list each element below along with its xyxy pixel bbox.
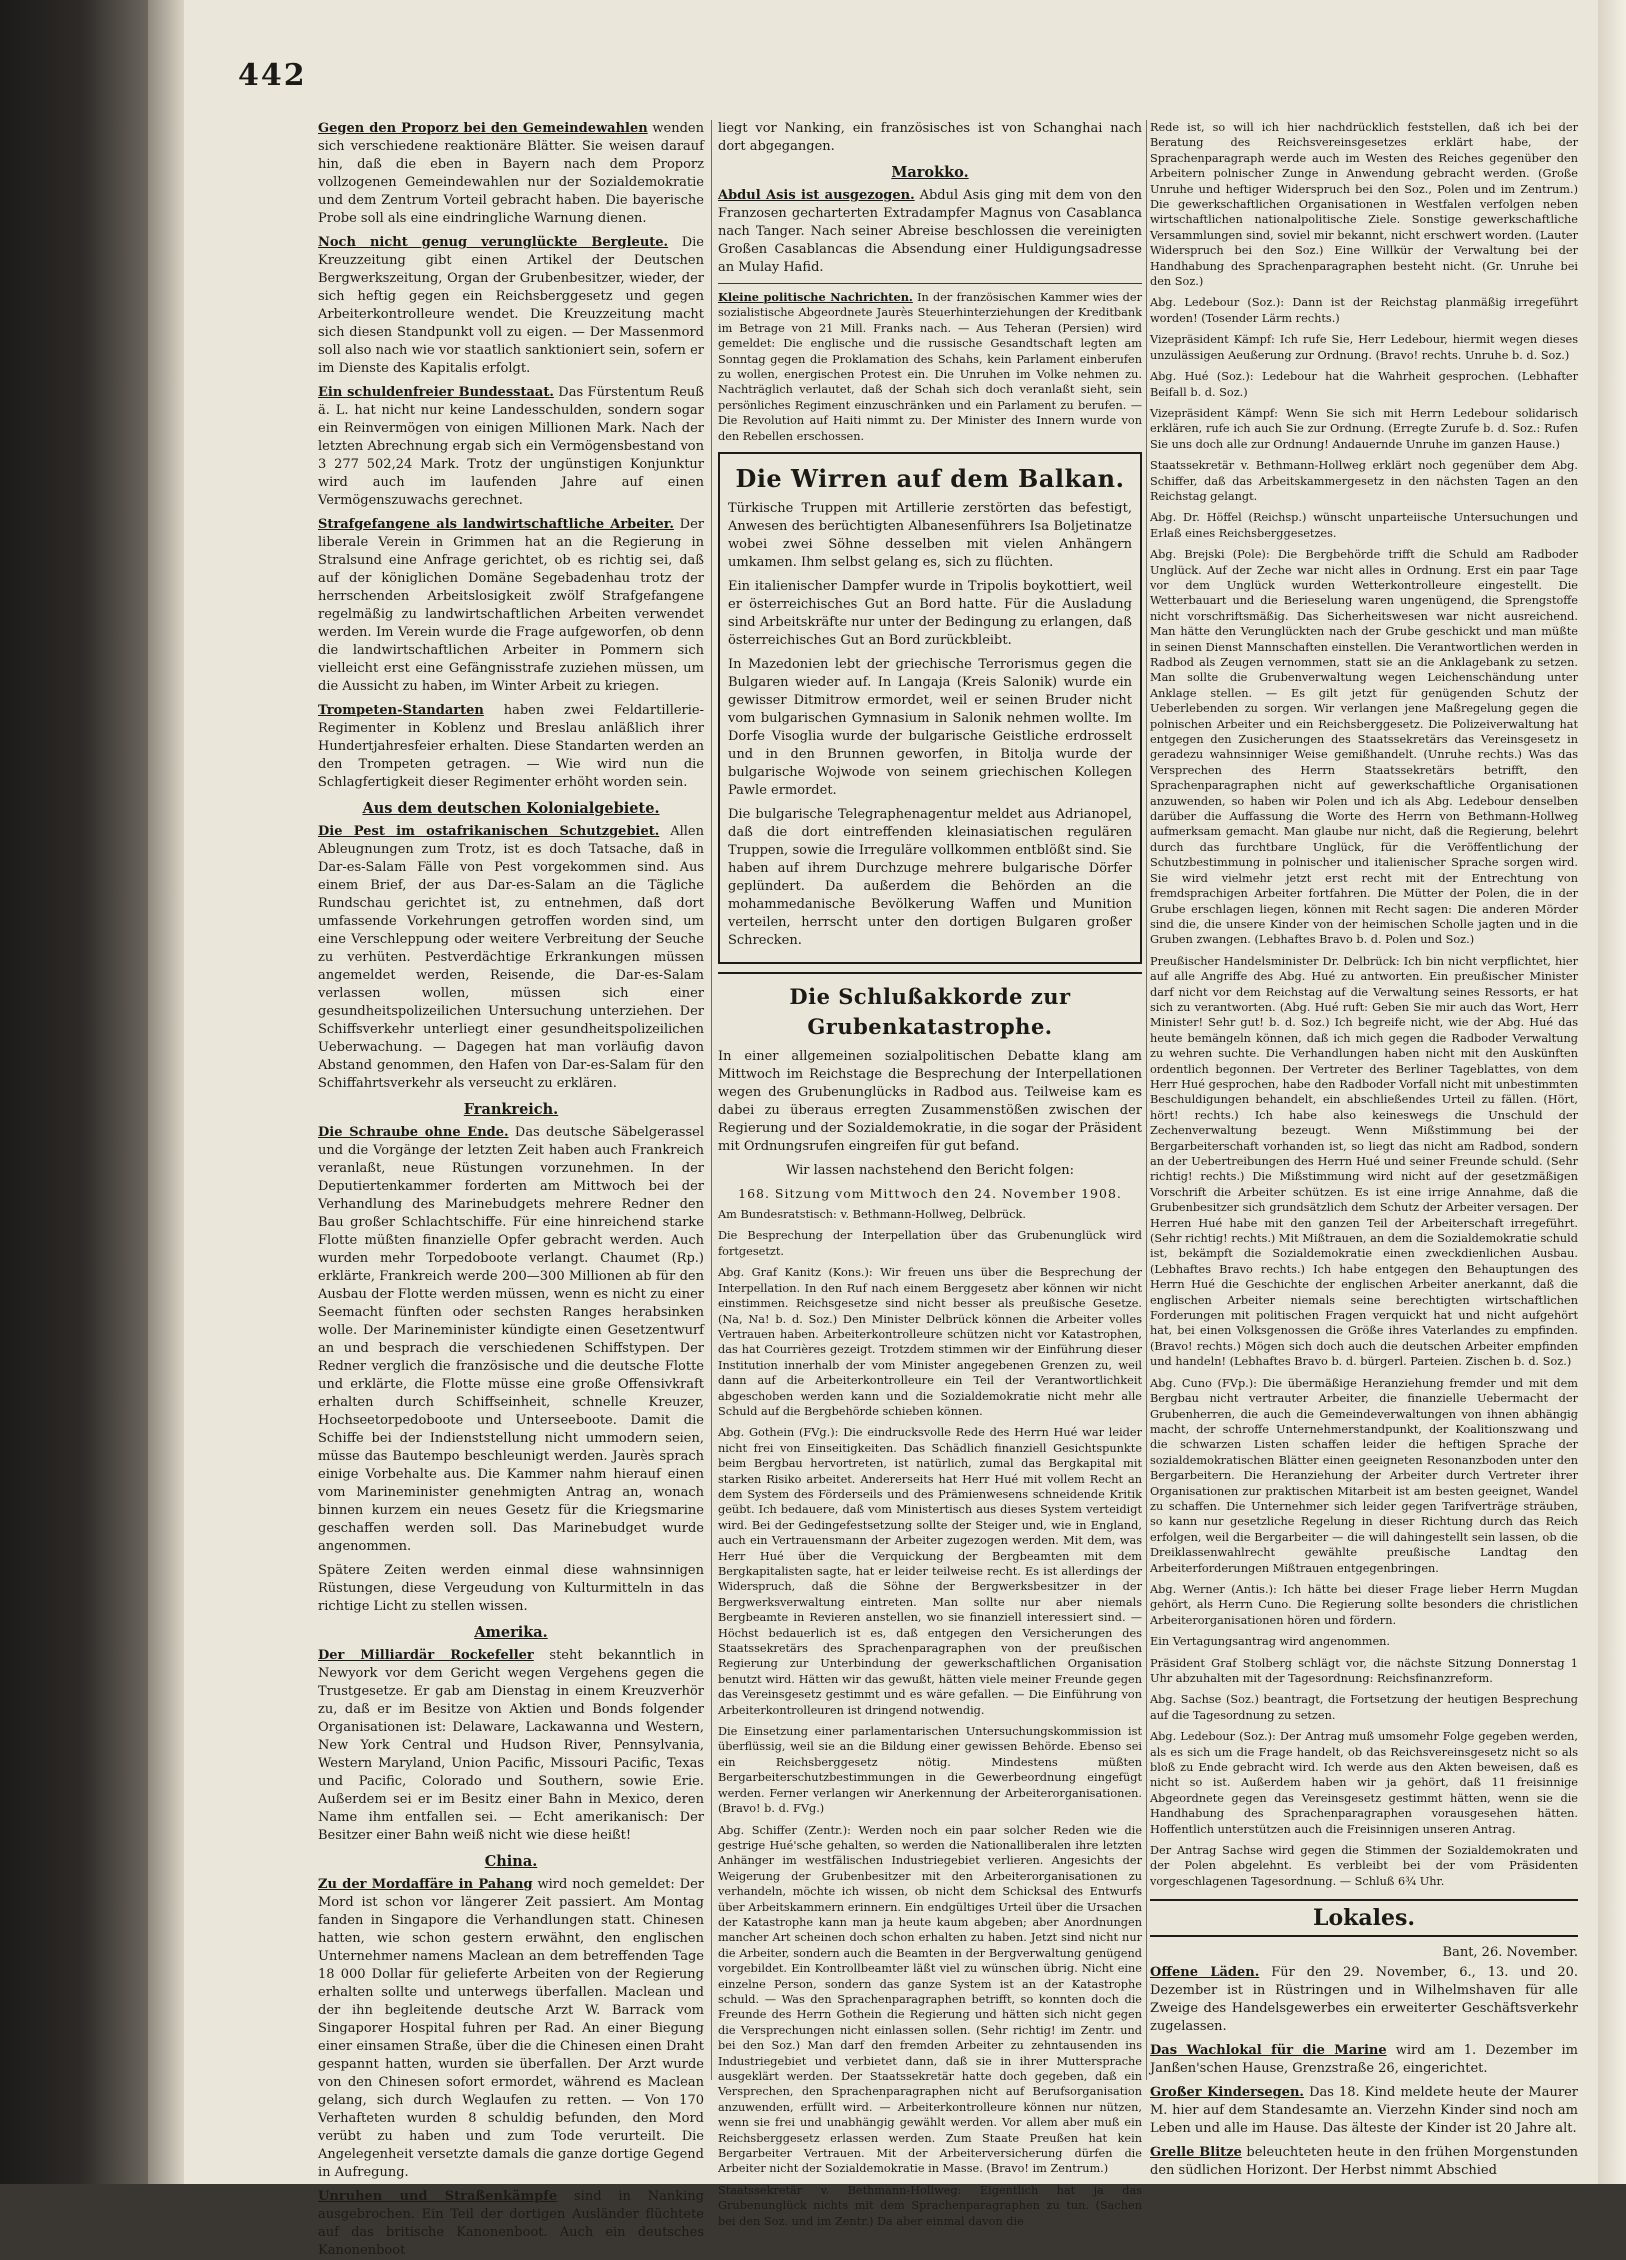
- article-text: wird noch gemeldet: Der Mord ist schon vor längerer Zeit passiert. Am Montag fanden in Singapore die Verhandlungen statt. Chinesen hatten, wie schon gestern erwähnt, den englischen Unternehmer namens Maclean an dem betreffenden Tage 18 000 Dollar für gelieferte Arbeiten von der Regierung erhalten sollte und unterwegs überfallen. Maclean und der ihn begleitende deutsche Arzt W. Barrack vom Singaporer Hospital fuhren per Rad. An einer Biegung einer einsamen Straße, über die die Chinesen einen Draht gespannt hatten, wurden sie überfallen. Der Arzt wurde von den Chinesen sofort ermordet, während es Maclean gelang, sich durch Weglaufen zu retten. — Von 170 Verhafteten wurden 8 schuldig befunden, den Mord verübt zu haben und zum Tode verurteilt. Die Angelegenheit versetzte damals die ganze dortige Gegend in Aufregung.: [318, 1877, 704, 2180]
- article: [318, 823, 704, 1093]
- page-edge: [1598, 0, 1626, 2184]
- article-text: In der französischen Kammer wies der sozialistische Abgeordnete Jaurès Steuerhinterziehungen der Kreditbank im Betrage von 21 Mill. Franks nach. — Aus Teheran (Persien) wird gemeldet: Die englische und die russische Gesandtschaft legten am Sonntag gegen die Proklamation des Schahs, kein Parlament einberufen zu wollen, energischen Protest ein. Die Unruhen im Volke nehmen zu. Nachträglich verlautet, daß der Schah sich doch veranlaßt sieht, sein persönliches Regiment einzuschränken und ein Parlament zu berufen. — Die Revolution auf Haiti nimmt zu. Der Minister des Innern wurde von den Rebellen erschossen.: [718, 291, 1142, 443]
- article-text: Türkische Truppen mit Artillerie zerstörten das befestigt, Anwesen des berüchtigten Albanesenführers Isa Boljetinatze wobei zwei Söhne desselben mit vielen Anhängern umkamen. Ihm selbst gelang es, sich zu flüchten.: [728, 501, 1132, 571]
- article: [318, 234, 704, 378]
- section-heading-lokales: Lokales.: [1150, 1899, 1578, 1937]
- article-text: Rede ist, so will ich hier nachdrücklich feststellen, daß ich bei der Beratung des Reichsvereinsgesetzes erklärt habe, der Sprachenparagraph werde auch im Westen des Reiches gegenüber den Arbeitern polnischer Zunge in Anwendung gebracht werden. (Große Unruhe und heftiger Widerspruch bei den Soz., Polen und im Zentrum.) Die gewerkschaftlichen Organisationen in Westfalen verfolgen neben wirtschaftlichen nationalpolitische Ziele. Sonstige gewerkschaftliche Versammlungen sind, soviel mir bekannt, nicht erschwert worden. (Lauter Widerspruch bei den Soz.) Eine Willkür der Verwaltung bei der Handhabung des Sprachenparagraphen besteht nicht. (Gr. Unruhe bei den Soz.): [1150, 121, 1578, 289]
- article-headline: Strafgefangene als landwirtschaftliche Arbeiter.: [318, 517, 674, 532]
- article-text: Preußischer Handelsminister Dr. Delbrück: Ich bin nicht verpflichtet, hier auf alle Angriffe des Abg. Hué zu antworten. Ein preußischer Minister darf nicht vor dem Reichstag auf die Verwaltung seines Ressorts, er hat sich zu verantworten. (Abg. Hué ruft: Geben Sie mir auch das Wort, Herr Minister! Sehr gut! b. d. Soz.) Ich begreife nicht, wie der Abg. Hué das heute bemängeln können, daß ich mich gegen die Radboder Verwaltung zu wehren suchte. Die Verhandlungen haben nicht mit den Auskünften ordentlich begonnen. Der Vertreter des Berliner Tageblattes, von dem Herr Hué gesprochen, habe den Radboder Vorfall nicht mit unbestimmten Beschuldigungen behandelt, ein abschließendes Urteil zu fällen. (Hört, hört! rechts.) Ich habe also keineswegs die Unschuld der Zechenverwaltung bezeugt. Wenn Mißstimmung bei der Bergarbeiterschaft vorhanden ist, so liegt das nicht am Radbod, sondern an der Uebertreibungen des Herrn Hué und seiner Freunde schuld. (Sehr richtig! rechts.) Die Mißstimmung wird nicht auf der gesetzmäßigen Vorschrift die Arbeiter schützen. Es ist eine irrige Annahme, daß die Grubenbesitzer sich grundsätzlich dem Schutz der Arbeiter versagen. Der Herren Hué habe mit den ganzen Teil der Arbeiterschaft irregeführt. (Sehr richtig! rechts.) Mit Mißtrauen, an dem die Sozialdemokratie schuld ist, bekämpft die Sozialdemokratie einen zweckdienlichen Ausbau. (Lebhaftes Bravo rechts.) Ich habe entgegen den Behauptungen des Herrn Hué die Geschichte der englischen Arbeiter anerkannt, daß die englischen Arbeiter niemals seine berechtigten wirtschaftlichen Forderungen mit politischen Fragen verquickt hat und nicht aufgehört hat, bei einen Volksgenossen die Größe ihres Vaterlandes zu empfinden. (Bravo! rechts.) Mögen sich doch auch die deutschen Arbeiter empfinden und handeln! (Lebhaftes Bravo b. d. bürgerl. Parteien. Zischen b. d. Soz.): [1150, 954, 1578, 1369]
- page-number: 442: [238, 58, 307, 93]
- article: [318, 2188, 704, 2260]
- article-text: Staatssekretär v. Bethmann-Hollweg: Eigentlich hat ja das Grubenunglück nichts mit dem Sprachenparagraphen zu tun. (Sachen bei den Soz. und im Zentr.) Da aber einmal davon die: [718, 2183, 1142, 2228]
- article-text: wenden sich verschiedene reaktionäre Blätter. Sie weisen darauf hin, daß die eben in Bayern nach dem Proporz vollzogenen Gemeindewahlen nur der Sozialdemokratie und dem Zentrum Vorteil gebracht haben. Die bayerische Probe soll als eine eindringliche Warnung dienen.: [318, 121, 705, 226]
- column-rule: [711, 120, 712, 2080]
- article-text: Abg. Cuno (FVp.): Die übermäßige Heranziehung fremder und mit dem Bergbau nicht vertrauter Arbeiter, die finanzielle Uebermacht der Grubenherren, die auch die Gemeindeverwaltungen von ihnen abhängig macht, der schroffe Unternehmerstandpunkt, der Koalitionszwang und die schwarzen Listen schaffen leider die heftigen Sprache der sozialdemokratischen Blätter einen geeigneten Resonanzboden unter den Bergarbeitern. Die Heranziehung der Arbeiter durch Vertreter ihrer Organisationen zur praktischen Mitarbeit ist am besten geeignet, Wandel zu schaffen. Die Unternehmer sich leider gegen Tarifverträge sträuben, so kann nur gesetzliche Regelung in dieser Richtung durch das Reich erfolgen, weil die Bergarbeiter — die will dahingestellt sein lassen, ob die Dreiklassenwahlrecht gewählte preußische Landtag den Arbeiterforderungen Mißtrauen entgegenbringen.: [1150, 1376, 1578, 1575]
- article-text: Präsident Graf Stolberg schlägt vor, die nächste Sitzung Donnerstag 1 Uhr abzuhalten mit der Tagesordnung: Reichsfinanzreform.: [1150, 1656, 1578, 1685]
- article-text: Für den 29. November, 6., 13. und 20. Dezember ist in Rüstringen und in Wilhelmshaven für alle Zweige des Handelsgewerbes ein erweiterter Geschäftsverkehr zugelassen.: [1150, 1965, 1579, 2035]
- column-2: [718, 120, 1142, 2228]
- article-text: beleuchteten heute in den frühen Morgenstunden den südlichen Horizont. Der Herbst nimmt Abschied: [1150, 2145, 1579, 2179]
- article-text: sind in Nanking ausgebrochen. Ein Teil der dortigen Ausländer flüchtete auf das britische Kanonenboot. Auch ein deutsches Kanonenboot: [318, 2189, 704, 2258]
- article-text: Abg. Brejski (Pole): Die Bergbehörde trifft die Schuld am Radboder Unglück. Auf der Zeche war nicht alles in Ordnung. Erst ein paar Tage vor dem Unglück wurden Wetterkontrolleure eingestellt. Die Wetterbauart und die Berieselung waren ungenügend, die Sprengstoffe nicht vorschriftsmäßig. Das Sicherheitswesen war nicht ausreichend. Man hätte den Verunglückten nach der Grube geschickt und man müßte in seinen Dienst Mannschaften einstellen. Die Verantwortlichen werden in Radbod als Zeugen vernommen, statt sie an die Anklagebank zu setzen. Man sollte die Grubenverwaltung wegen Leichenschändung unter Anklage stellen. — Es gilt jetzt für genügenden Schutz der Ueberlebenden zu sorgen. Wir verlangen jene Maßregelung gegen die polnischen Arbeiter und ein Reichsberggesetz. Die Polizeiverwaltung hat entgegen den Zusicherungen des Staatssekretärs das Vereinsgesetz in geradezu wahnsinniger Weise gemißhandelt. (Unruhe rechts.) Was das Versprechen des Herrn Staatssekretärs betrifft, den Sprachenparagraphen nicht auf gewerkschaftliche Organisationen anzuwenden, so haben wir Polen und ich als Abg. Ledebour denselben darüber die Auffassung die Worte des Herrn von Bethmann-Hollweg aufmerksam gemacht. Man glaube nur nicht, daß die Regierung, belehrt durch das furchtbare Unglück, für die Veröffentlichung der Schutzbestimmung in polnischer und italienischer Sprache sorgen wird. Sie wird vielmehr jetzt erst recht mit der Entrechtung von fremdsprachigen Arbeiter fortfahren. Die Mütter der Polen, die in der Grube erschlagen liegen, können mit Recht sagen: Die anderen Mörder sind die, die unsere Kinder von der heimischen Scholle jagten und in die Gruben zwangen. (Lebhaftes Bravo b. d. Polen und Soz.): [1150, 548, 1578, 947]
- article-text: steht bekanntlich in Newyork vor dem Gericht wegen Vergehens gegen die Trustgesetze. Er gab am Dienstag in einem Kreuzverhör zu, daß er im Besitze von Aktien und Bonds folgender Organisationen ist: Delaware, Lackawanna und Western, New York Central und Hudson River, Pennsylvania, Western Maryland, Union Pacific, Missouri Pacific, Texas und Pacific, Colorado und Southern, sowie Erie. Außerdem sei er im Besitz einer Bahn in Mexico, deren Name ihm entfallen sei. — Echt amerikanisch: Der Besitzer einer Bahn weiß nicht wie diese heißt!: [318, 1648, 704, 1843]
- article-text: Ein Vertagungsantrag wird angenommen.: [1150, 1635, 1391, 1649]
- column-rule: [1146, 120, 1147, 2080]
- article-text: In Mazedonien lebt der griechische Terrorismus gegen die Bulgaren wieder auf. In Langaja (Kreis Salonik) wurde ein gewisser Ditmitrow ermordet, weil er seinen Bruder nicht vom bulgarischen Gymnasium in Salonik nehmen wollte. Im Dorfe Visoglia wurde der bulgarische Geistliche erdrosselt und in den Brunnen geworfen, in Bitolja wurde der bulgarische Wojwode von seinem griechischen Kollegen Pawle ermordet.: [728, 657, 1132, 799]
- article-text: Der liberale Verein in Grimmen hat an die Regierung in Stralsund eine Anfrage gerichtet, ob es richtig sei, daß auf der königlichen Domäne Segebadenhau trotz der herrschenden Arbeitslosigkeit zwölf Strafgefangene regelmäßig zu landwirtschaftlichen Arbeiten verwendet werden. Im Verein wurde die Frage aufgeworfen, ob denn die landwirtschaftlichen Arbeiter in Pommern sich vielleicht erst eine Gefängnisstrafe zuziehen müssen, um die Aussicht zu haben, im Winter Arbeit zu kriegen.: [318, 517, 704, 694]
- article-text: Abg. Hué (Soz.): Ledebour hat die Wahrheit gesprochen. (Lebhafter Beifall b. d. Soz.): [1150, 370, 1578, 399]
- article-headline: Unruhen und Straßenkämpfe: [318, 2189, 558, 2204]
- article: [318, 516, 704, 696]
- article-headline: Offene Läden.: [1150, 1965, 1260, 1981]
- column-3: [1150, 120, 1579, 2179]
- article-headline: Grelle Blitze: [1150, 2145, 1242, 2161]
- article-title: Die Wirren auf dem Balkan.: [735, 464, 1125, 494]
- article-headline: Abdul Asis ist ausgezogen.: [718, 188, 915, 203]
- article-headline: Das Wachlokal für die Marine: [1150, 2043, 1387, 2059]
- article-text: haben zwei Feldartillerie-Regimenter in Koblenz und Breslau anläßlich ihrer Hundertjahresfeier erhalten. Diese Standarten werden an den Trompeten getragen. — Wie wird nun die Schlagfertigkeit dieser Regimenter erhöht worden sein.: [318, 703, 704, 790]
- article: [718, 290, 1142, 444]
- article-headline: Zu der Mordaffäre in Pahang: [318, 1877, 533, 1892]
- section-heading: China.: [484, 1853, 538, 1870]
- balkan-article-box: [718, 452, 1142, 964]
- article-text: Wir lassen nachstehend den Bericht folgen:: [785, 1163, 1075, 1179]
- article-headline: Noch nicht genug verunglückte Bergleute.: [318, 235, 669, 250]
- article-text: Abg. Gothein (FVg.): Die eindrucksvolle Rede des Herrn Hué war leider nicht frei von Einseitigkeiten. Das Schädlich finanziell Gesichtspunkte beim Bergbau hervortreten, ist natürlich, zumal das Bergkapital mit starken Risiko arbeitet. Andererseits hat Herr Hué mit vollem Recht an dem System des Förderseils und des Prämienwesens schneidende Kritik geübt. Ich bedauere, daß vom Ministertisch aus dieses System verteidigt wird. Bei der Gedingefestsetzung sollte der Steiger und, wie in England, auch ein Vertrauensmann der Arbeiter zugezogen werden. Mit dem, was Herr Hué über die Verquickung der Bergbeamten mit dem Bergkapitalisten sagte, hat er leider teilweise recht. Es ist allerdings der Widerspruch, daß die Söhne der Bergwerksbesitzer in der Bergwerksverwaltung eintreten. Man sollte nur aber niemals Bergbeamte in Revieren anstellen, wo sie finanziell interessiert sind. — Höchst bedauerlich ist es, daß entgegen den Versicherungen des Staatssekretärs des Sprachenparagraphen von der preußischen Regierung zur Unterbindung der gewerkschaftlichen Organisation benutzt wird. Hätten wir das gewußt, hätten viele meiner Freunde gegen das Vereinsgesetz gestimmt und es wäre gefallen. — Die Einführung von Arbeiterkontrolleuren ist dringend notwendig.: [718, 1426, 1142, 1717]
- article-headline: Die Pest im ostafrikanischen Schutzgebiet.: [318, 824, 660, 839]
- article-text: Die Einsetzung einer parlamentarischen Untersuchungskommission ist überflüssig, weil sie an die Bildung einer gewissen Behörde. Ebenso sei ein Reichsberggesetz nötig. Mindestens müßten Bergarbeiterschutzbestimmungen in die Gewerbeordnung eingefügt werden. Ferner verlangen wir Anerkennung der Arbeiterorganisationen. (Bravo! b. d. FVg.): [718, 1725, 1142, 1816]
- article-headline: Der Milliardär Rockefeller: [318, 1648, 534, 1663]
- article-text: Das deutsche Säbelgerassel und die Vorgänge der letzten Zeit haben auch Frankreich veranlaßt, neue Rüstungen vorzunehmen. In der Deputiertenkammer forderten am Mittwoch bei der Verhandlung des Marinebudgets mehrere Redner den Bau großer Schlachtschiffe. Für eine hinreichend starke Flotte müßten finanzielle Opfer gebracht werden. Auch wurden mehr Torpedoboote verlangt. Chaumet (Rp.) erklärte, Frankreich werde 200—300 Millionen ab für den Ausbau der Flotte werden müssen, wenn es nicht zu einer Seemacht fünften oder sechsten Ranges herabsinken wolle. Der Marineminister kündigte einen Gesetzentwurf an und besprach die verschiedenen Schiffstypen. Der Redner verglich die französische und die deutsche Flotte und erklärte, die Flotte müsse eine große Offensivkraft erhalten durch Schiffseinheit, schnelle Kreuzer, Hochseetorpedoboote und Unterseeboote. Damit die Schiffe bei der Indienststellung nicht ummodern seien, müsse das Bautempo beschleunigt werden. Jaurès sprach einige Vorbehalte aus. Die Kammer nahm hierauf einen vom Marineminister genehmigten Antrag an, wonach binnen kurzem ein neues Gesetz für die Kriegsmarine geschaffen werden soll. Das Marinebudget wurde angenommen.: [318, 1125, 705, 1554]
- article-text: Abg. Sachse (Soz.) beantragt, die Fortsetzung der heutigen Besprechung auf die Tagesordnung zu setzen.: [1150, 1693, 1578, 1722]
- section-heading: Aus dem deutschen Kolonialgebiete.: [362, 800, 660, 817]
- article-headline: Trompeten-Standarten: [318, 703, 484, 718]
- page-gutter: [148, 0, 184, 2184]
- article-text: Abg. Schiffer (Zentr.): Werden noch ein paar solcher Reden wie die gestrige Hué'sche gehalten, so werden die Nationalliberalen ihre letzten Anhänger im westfälischen Industriegebiet verlieren. Angesichts der Weigerung der Grubenbesitzer mit den Arbeiterorganisationen zu verhandeln, möchte ich wissen, ob nicht dem Schicksal des Entwurfs über Arbeitskammern erinnern. Ein endgültiges Urteil über die Ursachen der Katastrophe kann man ja heute kaum abgeben; aber Anordnungen mancher Art scheinen doch schon erhalten zu haben. Jetzt sind nicht nur die Arbeiter, sondern auch die Beamten in der Bergverwaltung genügend vorgebildet. Ein Kontrollbeamter läßt viel zu wünschen übrig. Nicht eine einzelne Person, sondern das ganze System ist an der Katastrophe schuld. — Was den Sprachenparagraphen betrifft, so konnten doch die Freunde des Herrn Gothein die Regierung und hätten sich nicht gegen die Versprechungen nicht einlassen sollen. (Sehr richtig! im Zentr. und bei den Soz.) Man darf den fremden Arbeiter zu zehntausenden ins Industriegebiet und verbietet dann, daß sie in ihrer Muttersprache ausgeklärt werden. Der Staatssekretär hatte doch gegeben, daß ein Versprechen, den Sprachenparagraphen nicht auf Berufsorganisation anzuwenden, erfüllt wird. — Arbeiterkontrolleure können nur nützen, wenn sie frei und unabhängig gewählt werden. Vor allem aber muß ein Reichsberggesetz erlassen werden. Zum Staate Preußen hat kein Bergarbeiter Vertrauen. Mit der Arbeiterversicherung dürfen die Arbeiter nicht der Sozialdemokratie in Masse. (Bravo! im Zentrum.): [718, 1823, 1142, 2176]
- article: [1150, 2042, 1578, 2078]
- article: [318, 1876, 704, 2182]
- article-text: In einer allgemeinen sozialpolitischen Debatte klang am Mittwoch im Reichstage die Besprechung der Interpellationen wegen des Grubenunglücks in Radbod aus. Teilweise kam es dabei zu überaus erregten Zusammenstößen zwischen der Regierung und der Sozialdemokratie, in die sogar der Präsident mit Ordnungsrufen eingreifen für gut befand.: [718, 1049, 1142, 1155]
- article-text: Abg. Dr. Höffel (Reichsp.) wünscht unparteiische Untersuchungen und Erlaß eines Reichsberggesetzes.: [1150, 511, 1578, 540]
- article: [718, 187, 1142, 277]
- article-text: Das 18. Kind meldete heute der Maurer M. hier auf dem Standesamte an. Vierzehn Kinder sind noch am Leben und alle im Hause. Das älteste der Kinder ist 20 Jahre alt.: [1150, 2085, 1578, 2137]
- article-headline: Gegen den Proporz bei den Gemeindewahlen: [318, 121, 648, 136]
- article-text: Abdul Asis ging mit dem von den Franzosen gecharterten Extradampfer Magnus von Casablanca nach Tanger. Nach seiner Abreise beschlossen die vereinigten Großen Casablancas die Absendung einer Huldigungsadresse an Mulay Hafid.: [718, 188, 1142, 275]
- article-text: Abg. Graf Kanitz (Kons.): Wir freuen uns über die Besprechung der Interpellation. In den Ruf nach einem Berggesetz aber können wir nicht einstimmen. Reichsgesetze sind nicht besser als preußische Gesetze. (Na, Na! b. d. Soz.) Den Minister Delbrück können die Arbeiter volles Vertrauen haben. Arbeiterkontrolleure schützen nicht vor Katastrophen, das hat Courrières gezeigt. Trotzdem stimmen wir der Einführung dieser Institution innerhalb der vom Minister angegebenen Grenzen zu, weil dann auf die Arbeiterkontrolleure ein Teil der Verantwortlichkeit abgeschoben werden kann und die Sozialdemokratie nicht mehr alle Schuld auf die Bergbehörde schieben können.: [718, 1266, 1142, 1418]
- article-text: Abg. Ledebour (Soz.): Der Antrag muß umsomehr Folge gegeben werden, als es sich um die Frage handelt, ob das Reichsvereinsgesetz nicht so als bloß zu Ende gebracht wird. Ich werde aus den Akten beweisen, daß es nicht so ist. Außerdem haben wir ja gehört, daß 11 freisinnige Abgeordnete gegen das Vereinsgesetz gestimmt hätten, wenn sie die Handhabung des Sprachenparagraphen vorausgesehen hätten. Hoffentlich unterstützen auch die Freisinnigen unseren Antrag.: [1150, 1730, 1578, 1836]
- article-text: Abg. Ledebour (Soz.): Dann ist der Reichstag planmäßig irregeführt worden! (Tosender Lärm rechts.): [1150, 296, 1578, 325]
- article-headline: Die Schraube ohne Ende.: [318, 1125, 509, 1140]
- article-text: liegt vor Nanking, ein französisches ist von Schanghai nach dort abgegangen.: [718, 121, 1142, 154]
- article-text: Am Bundesratstisch: v. Bethmann-Hollweg, Delbrück.: [718, 1208, 1026, 1222]
- section-heading: Marokko.: [891, 164, 969, 181]
- article-text: Vizepräsident Kämpf: Ich rufe Sie, Herr Ledebour, hiermit wegen dieses unzulässigen Aeußerung zur Ordnung. (Bravo! rechts. Unruhe b. d. Soz.): [1150, 333, 1578, 362]
- article: [318, 1124, 704, 1556]
- article-text: Das Fürstentum Reuß ä. L. hat nicht nur keine Landesschulden, sondern sogar ein Reinvermögen von einigen Millionen Mark. Nach der letzten Abrechnung ergab sich ein Vermögensbestand von 3 277 502,24 Mark. Trotz der ungünstigen Konjunktur wird auch im laufenden Jahre auf einen Vermögenszuwachs gerechnet.: [318, 385, 704, 508]
- article-text: Die Kreuzzeitung gibt einen Artikel der Deutschen Bergwerkszeitung, Organ der Grubenbesitzer, wieder, der sich heftig gegen ein Reichsberggesetz und gegen Arbeiterkontrolleure wendet. Die Kreuzzeitung macht sich diesen Standpunkt voll zu eigen. — Der Massenmord soll also nach wie vor staatlich sanktioniert sein, sofern er im Dienste des Kapitalis erfolgt.: [318, 235, 704, 376]
- article: [1150, 2144, 1578, 2180]
- article: [318, 702, 704, 792]
- article-text: Die bulgarische Telegraphenagentur meldet aus Adrianopel, daß die dort eintreffenden kleinasiatischen regulären Truppen, sowie die Irreguläre vollkommen entblößt sind. Sie haben auf ihrem Durchzuge mehrere bulgarische Dörfer geplündert. Da außerdem die Behörden an die mohammedanische Bevölkerung Waffen und Munition verteilen, herrscht unter den dortigen Bulgaren großer Schrecken.: [728, 807, 1132, 949]
- section-heading: Amerika.: [474, 1624, 548, 1641]
- column-1: [318, 120, 705, 2258]
- article-headline: Ein schuldenfreier Bundesstaat.: [318, 385, 554, 400]
- divider: [718, 283, 1142, 284]
- article-headline: Kleine politische Nachrichten.: [718, 290, 913, 304]
- book-spine: [0, 0, 148, 2184]
- article-text: Ein italienischer Dampfer wurde in Tripolis boykottiert, weil er österreichisches Gut an Bord hatte. Für die Ausladung sind Arbeitskräfte nur unter der Bedingung zu erlangen, daß österreichisches Gut an Bord zurückbleibt.: [728, 579, 1132, 649]
- article-text: Abg. Werner (Antis.): Ich hätte bei dieser Frage lieber Herrn Mugdan gehört, als Herrn Cuno. Die Regierung sollte besonders die christlichen Arbeiterorganisationen hören und fördern.: [1150, 1582, 1578, 1627]
- session-line: 168. Sitzung vom Mittwoch den 24. November 1908.: [738, 1186, 1122, 1202]
- dateline: Bant, 26. November.: [1442, 1945, 1578, 1961]
- article-text: Spätere Zeiten werden einmal diese wahnsinnigen Rüstungen, diese Vergeudung von Kulturmitteln in das richtige Licht zu stellen wissen.: [318, 1563, 704, 1614]
- article-text: Vizepräsident Kämpf: Wenn Sie sich mit Herrn Ledebour solidarisch erklären, rufe ich auch Sie zur Ordnung. (Erregte Zurufe b. d. Soz.: Rufen Sie uns doch alle zur Ordnung! Andauernde Unruhe im ganzen Hause.): [1150, 406, 1578, 451]
- article-text: Staatssekretär v. Bethmann-Hollweg erklärt noch gegenüber dem Abg. Schiffer, daß das Arbeitskammergesetz in den nächsten Tagen an den Reichstag gelangt.: [1150, 459, 1578, 503]
- section-heading: Frankreich.: [463, 1101, 559, 1118]
- grubenkatastrophe-article: [718, 972, 1142, 2229]
- article-text: wird am 1. Dezember im Janßen'schen Hause, Grenzstraße 26, eingerichtet.: [1150, 2043, 1578, 2077]
- article-headline: Großer Kindersegen.: [1150, 2085, 1304, 2101]
- article-text: Der Antrag Sachse wird gegen die Stimmen der Sozialdemokraten und der Polen abgelehnt. Es verbleibt bei der vom Präsidenten vorgeschlagenen Tagesordnung. — Schluß 6¾ Uhr.: [1150, 1844, 1578, 1888]
- article: [318, 1647, 704, 1845]
- article-text: Die Besprechung der Interpellation über das Grubenunglück wird fortgesetzt.: [718, 1229, 1142, 1258]
- article: [1150, 2084, 1578, 2138]
- article: [1150, 1964, 1578, 2036]
- article-title: Die Schlußakkorde zur Grubenkatastrophe.: [789, 984, 1071, 1040]
- article: [318, 384, 704, 510]
- article: [318, 120, 704, 228]
- article-text: Allen Ableugnungen zum Trotz, ist es doch Tatsache, daß in Dar-es-Salam Fälle von Pest vorgekommen sind. Aus einem Brief, der aus Dar-es-Salam an die Tägliche Rundschau gerichtet ist, zu entnehmen, daß dort umfassende Vorkehrungen getroffen worden sind, um eine Verschleppung oder weitere Verbreitung der Seuche zu verhüten. Pestverdächtige Erkrankungen müssen angemeldet werden, Reisende, die Dar-es-Salam verlassen wollen, müssen sich einer gesundheitspolizeilichen Untersuchung unterziehen. Der Schiffsverkehr unterliegt einer gesundheitspolizeilichen Ueberwachung. — Dagegen hat man vorläufig davon Abstand genommen, den Hafen von Dar-es-Salam für den Schiffahrtsverkehr als verseucht zu erklären.: [318, 824, 704, 1091]
